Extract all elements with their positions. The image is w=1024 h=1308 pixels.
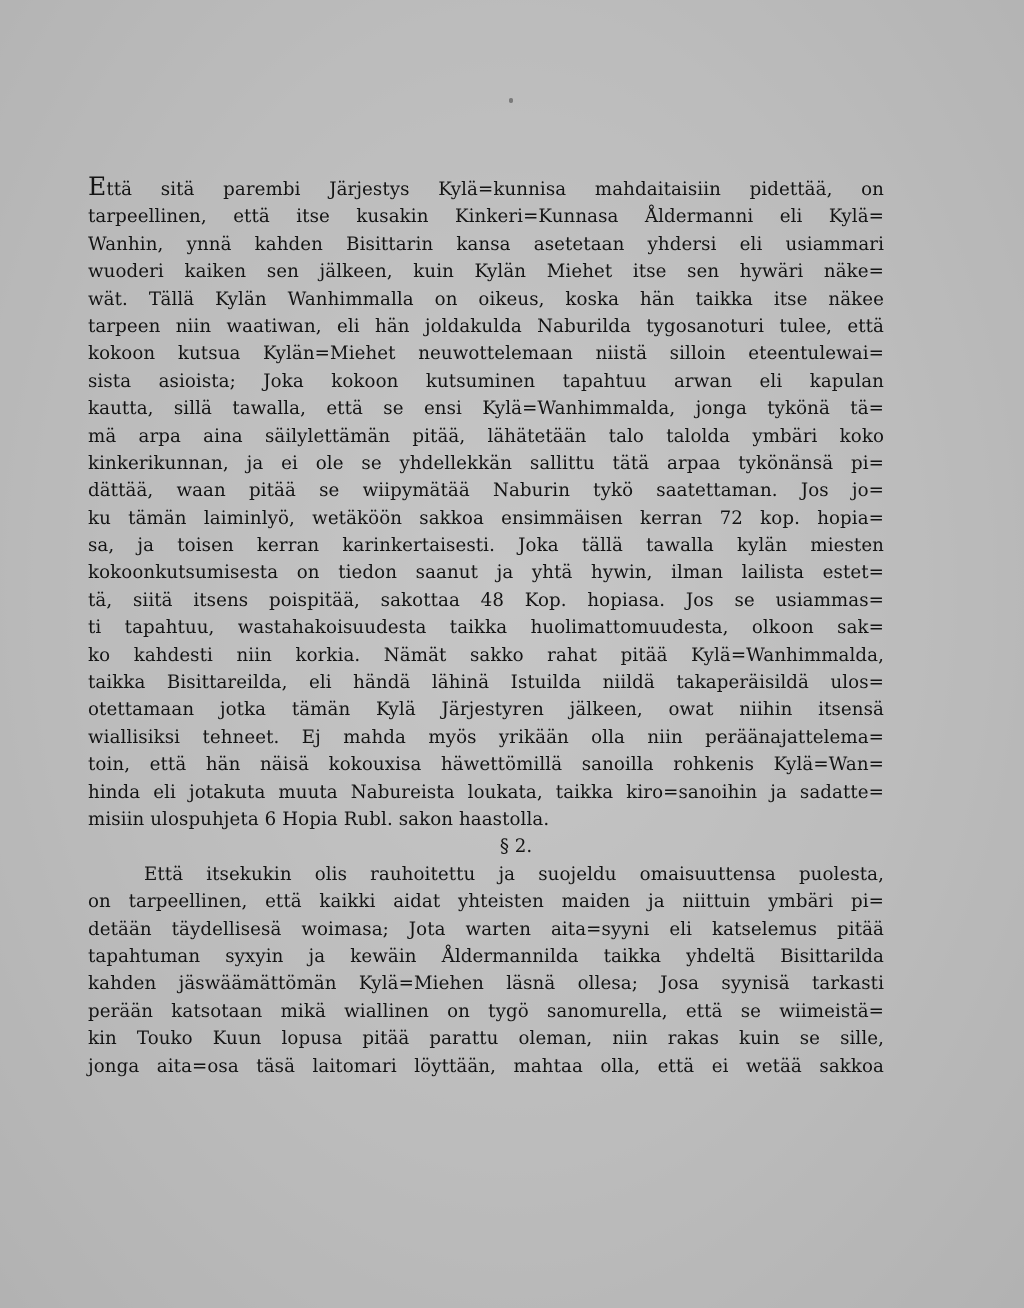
paragraph-section-1 <box>88 172 884 833</box>
text-line: tarpeellinen, että itse kusakin Kinkeri=Kunnasa Åldermanni eli Kylä= <box>88 206 884 228</box>
text-line <box>88 172 884 203</box>
text-line: wät. Tällä Kylän Wanhimmalla on oikeus, koska hän taikka itse näkee <box>88 288 884 310</box>
text-line: tä, siitä itsens poispitää, sakottaa 48 Kop. hopiasa. Jos se usiammas= <box>88 589 884 611</box>
text-line: kin Touko Kuun lopusa pitää parattu oleman, niin rakas kuin se sille, <box>88 1028 884 1050</box>
text-line: sista asioista; Joka kokoon kutsuminen tapahtuu arwan eli kapulan <box>88 370 884 392</box>
text-line: kokoon kutsua Kylän=Miehet neuwottelemaan niistä silloin eteentulewai= <box>88 343 884 365</box>
text-line: ku tämän laiminlyö, wetäköön sakkoa ensimmäisen kerran 72 kop. hopia= <box>88 507 884 529</box>
text-line: kinkerikunnan, ja ei ole se yhdellekkän sallittu tätä arpaa tykönänsä pi= <box>88 452 884 474</box>
text-line: kokoonkutsumisesta on tiedon saanut ja yhtä hywin, ilman lailista estet= <box>88 562 884 584</box>
text-line: otettamaan jotka tämän Kylä Järjestyren jälkeen, owat niihin itsensä <box>88 699 884 721</box>
text-line: hinda eli jotakuta muuta Nabureista loukata, taikka kiro=sanoihin ja sadatte= <box>88 781 884 803</box>
text-line: on tarpeellinen, että kaikki aidat yhteisten maiden ja niittuin ymbäri pi= <box>88 891 884 913</box>
text-line: ti tapahtuu, wastahakoisuudesta taikka huolimattomuudesta, olkoon sak= <box>88 617 884 639</box>
drop-cap: E <box>88 172 107 201</box>
text-line: sa, ja toisen kerran karinkertaisesti. Joka tällä tawalla kylän miesten <box>88 535 884 557</box>
text-line: wuoderi kaiken sen jälkeen, kuin Kylän Miehet itse sen hywäri näke= <box>88 261 884 283</box>
text-line: Että itsekukin olis rauhoitettu ja suojeldu omaisuuttensa puolesta, <box>144 863 884 885</box>
text-line: ko kahdesti niin korkia. Nämät sakko rahat pitää Kylä=Wanhimmalda, <box>88 644 884 666</box>
text-line: tarpeen niin waatiwan, eli hän joldakulda Naburilda tygosanoturi tulee, että <box>88 315 884 337</box>
text-line: perään katsotaan mikä wiallinen on tygö sanomurella, että se wiimeistä= <box>88 1000 884 1022</box>
text-line: taikka Bisittareilda, eli händä lähinä Istuilda niildä takaperäisildä ulos= <box>88 672 884 694</box>
text-line: mä arpa aina säilylettämän pitää, lähätetään talo talolda ymbäri koko <box>88 425 884 447</box>
text-line: kautta, sillä tawalla, että se ensi Kylä=Wanhimmalda, jonga tykönä tä= <box>88 398 884 420</box>
text-line: toin, että hän näisä kokouxisa häwettömillä sanoilla rohkenis Kylä=Wan= <box>88 754 884 776</box>
text-line: misiin ulospuhjeta 6 Hopia Rubl. sakon haastolla. <box>88 808 550 830</box>
paragraph-section-2 <box>88 861 884 1080</box>
text-line: Wanhin, ynnä kahden Bisittarin kansa asetetaan yhdersi eli usiammari <box>88 233 884 255</box>
text-line: wiallisiksi tehneet. Ej mahda myös yrikään olla niin peräänajattelema= <box>88 726 884 748</box>
text-line: dättää, waan pitää se wiipymätää Naburin tykö saatettaman. Jos jo= <box>88 480 884 502</box>
text-line: jonga aita=osa täsä laitomari löyttään, mahtaa olla, että ei wetää sakkoa <box>88 1055 884 1077</box>
text-line: tapahtuman syxyin ja kewäin Åldermannilda taikka yhdeltä Bisittarilda <box>88 945 884 967</box>
text-line: detään täydellisesä woimasa; Jota warten aita=syyni eli katselemus pitää <box>88 918 884 940</box>
text-line: kahden jäswäämättömän Kylä=Miehen läsnä ollesa; Josa syynisä tarkasti <box>88 973 884 995</box>
ink-speck <box>509 98 513 103</box>
text-line-content: ttä sitä parembi Järjestys Kylä=kunnisa mahdaitaisiin pidettää, on <box>106 179 884 200</box>
page-text <box>88 172 884 1080</box>
section-heading: § 2. <box>499 836 533 858</box>
